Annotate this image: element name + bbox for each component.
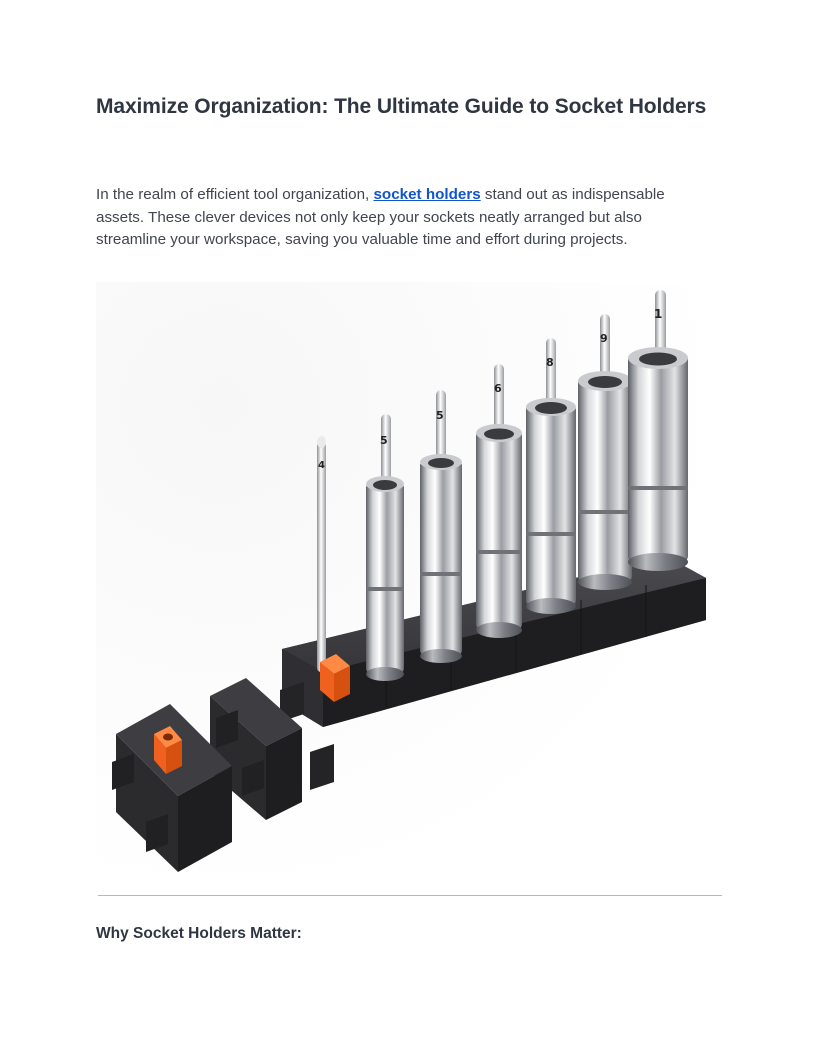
socket-holder-photo: [96, 282, 722, 896]
svg-text:4: 4: [318, 460, 325, 471]
svg-text:8: 8: [546, 356, 554, 369]
intro-paragraph: [96, 184, 716, 252]
section-heading: Why Socket Holders Matter:: [96, 925, 302, 942]
intro-text-before-link: In the realm of efficient tool organization,: [96, 186, 374, 203]
svg-text:5: 5: [436, 409, 444, 422]
article-title: Maximize Organization: The Ultimate Guide to Socket Holders: [96, 95, 707, 118]
svg-text:1: 1: [654, 307, 663, 321]
figure-divider: [98, 895, 722, 896]
svg-text:9: 9: [600, 332, 608, 345]
svg-text:5: 5: [380, 434, 388, 447]
socket-holders-link[interactable]: socket holders: [373, 186, 481, 203]
intro-text-after-link: stand out as indispensable assets. These clever devices not only keep your sockets neatly arranged but also streamline your workspace, saving you valuable time and effort during projects.: [96, 186, 665, 248]
svg-text:6: 6: [494, 382, 502, 395]
